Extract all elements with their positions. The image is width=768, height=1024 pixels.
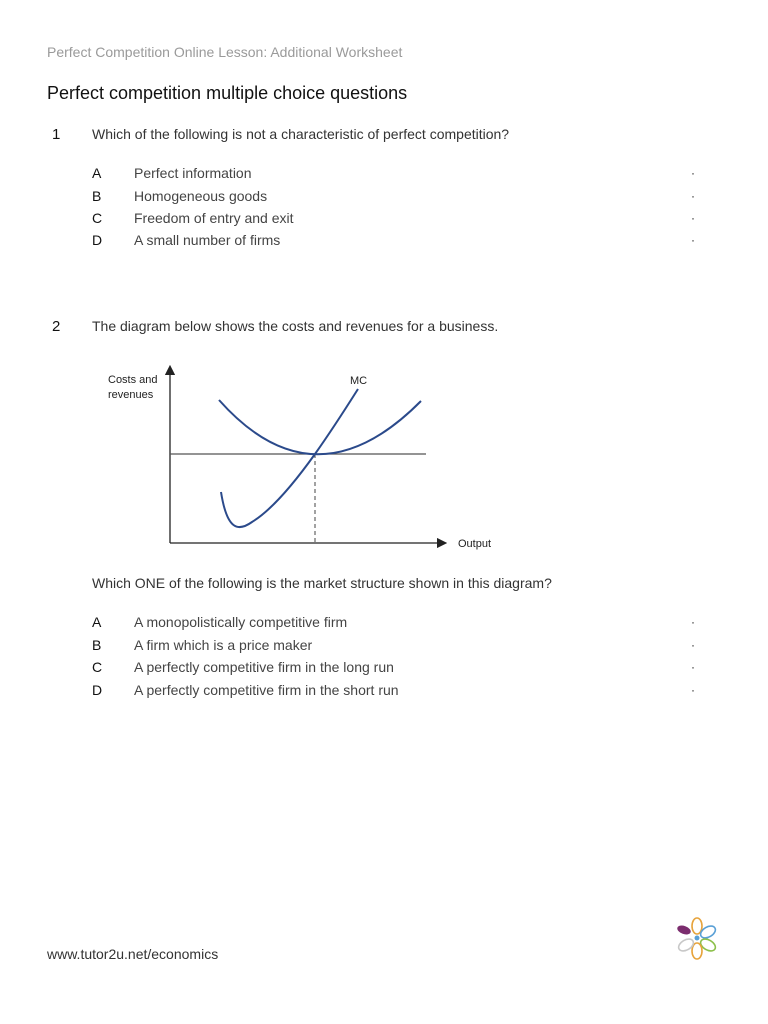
cost-revenue-diagram (100, 360, 520, 560)
q2-option-c-text: A perfectly competitive firm in the long run (134, 659, 394, 675)
q1-option-b-letter: B (92, 188, 102, 204)
document-header: Perfect Competition Online Lesson: Additional Worksheet (47, 44, 403, 60)
question-2-followup: Which ONE of the following is the market structure shown in this diagram? (92, 575, 552, 591)
q1-option-b-text: Homogeneous goods (134, 188, 268, 204)
q2-option-d-letter: D (92, 682, 103, 698)
y-axis-label-line2: revenues (108, 389, 154, 401)
q2-option-d-text: A perfectly competitive firm in the short run (134, 682, 399, 698)
x-axis-label: Output (458, 538, 492, 550)
q1-option-d-letter: D (92, 232, 103, 248)
q1-option-a-tick: · (691, 166, 695, 180)
q2-option-a-text: A monopolistically competitive firm (134, 614, 348, 630)
question-2-text: The diagram below shows the costs and revenues for a business. (92, 318, 499, 334)
q1-option-a-text: Perfect information (134, 165, 252, 181)
y-axis-label-line1: Costs and (108, 374, 158, 386)
q2-option-d-tick: · (691, 683, 695, 697)
marginal-cost-curve (221, 389, 358, 527)
q2-option-b-tick: · (691, 638, 695, 652)
q1-option-c-letter: C (92, 210, 103, 226)
q2-option-a-letter: A (92, 614, 102, 630)
q2-option-c-letter: C (92, 659, 103, 675)
mc-curve-label: MC (350, 375, 368, 387)
q1-option-d-tick: · (691, 233, 695, 247)
q2-option-b-text: A firm which is a price maker (134, 637, 313, 653)
q1-option-c-tick: · (691, 211, 695, 225)
q2-option-a-tick: · (691, 615, 695, 629)
q2-option-b-letter: B (92, 637, 102, 653)
flower-logo-icon (672, 914, 722, 962)
page-title: Perfect competition multiple choice questions (47, 83, 408, 103)
question-1-text: Which of the following is not a characteristic of perfect competition? (92, 126, 510, 142)
question-1-number: 1 (52, 126, 61, 143)
footer-url: www.tutor2u.net/economics (47, 946, 219, 962)
q2-option-c-tick: · (691, 660, 695, 674)
q1-option-b-tick: · (691, 189, 695, 203)
q1-option-c-text: Freedom of entry and exit (134, 210, 294, 226)
q1-option-d-text: A small number of firms (134, 232, 281, 248)
q1-option-a-letter: A (92, 165, 102, 181)
question-2-number: 2 (52, 318, 61, 335)
